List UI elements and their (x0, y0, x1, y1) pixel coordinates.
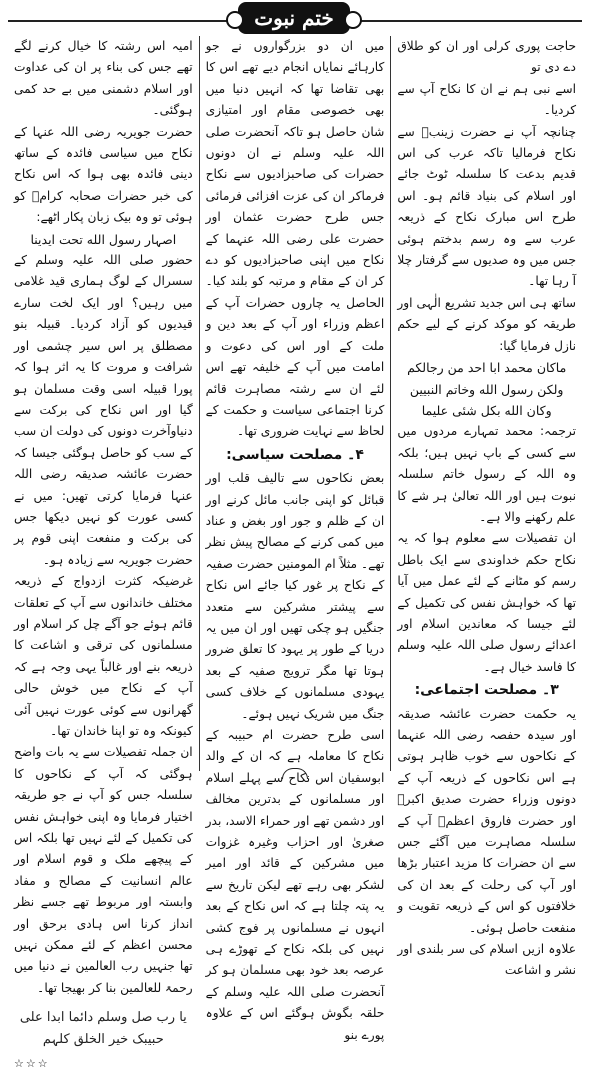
header-title: ختم نبوت (238, 2, 350, 34)
paragraph: غرضیکہ کثرت ازدواج کے ذریعہ مختلف خاندانوں سے آپ کے تعلقات قائم ہوئے جو آگے چل کر اسلام اور مسلمانوں کی ترقی و اشاعت کا ذریعہ بنے اور غالباً یہی وجہ ہے کہ آپ کے نکاح میں خوش حالی گھرانوں سے کوئی عورت نہیں آئی کیونکہ وہ تو اپنا خاندان تھا۔ (13, 574, 193, 738)
quran-verse: ماکان محمد ابا احد من رجالکم ولکن رسول الله وخاتم النبیین وکان الله بکل شئی علیما (407, 360, 567, 418)
paragraph: حاجت پوری کرلی اور ان کو طلاق دے دی تو (397, 39, 576, 75)
section-heading: ۴۔ مصلحت سیاسی: (226, 446, 364, 463)
page-number-tab (282, 768, 308, 779)
column-middle (199, 36, 392, 1042)
section-heading: ۳۔ مصلحت اجتماعی: (414, 682, 559, 699)
paragraph: اسی طرح حضرت ام حبیبہ کے نکاح کا معاملہ ہے کہ ان کے والد ابوسفیان اس نکاح سے پہلے اسلام اور مسلمانوں کے بدترین مخالف اور دشمن تھے اور حمراء الاسد، بدر صغریٰ اور احزاب وغیرہ غزوات میں مشرکین کے قائد اور امیر لشکر بھی رہے تھے لیکن تاریخ سے یہ پتہ چلتا ہے کہ اس نکاح کے بعد انہوں نے مسلمانوں پر فوج کشی نہیں کی بلکہ نکاح کے تھوڑے ہی عرصہ بعد خود بھی مسلمان ہو کر آنحضرت صلی اللہ علیہ وسلم کے حلقہ بگوش ہوگئے اس کے علاوہ پورے بنو (205, 728, 385, 1042)
text-columns (8, 36, 582, 1071)
paragraph: حضور صلی اللہ علیہ وسلم کے سسرال کے لوگ ہماری قید غلامی میں رہیں؟ اور ایک لخت سارے قیدیوں کو آزاد کردیا۔ قبیلہ بنو مصطلق پر اس سیر چشمی اور شرافت و مروت کا یہ اثر ہوا کہ پورا قبیلہ اسی وقت مسلمان ہو گیا اور اس نکاح کی برکت سے دنیاوآخرت دونوں کی دولت ان سب کے سب کو حاصل ہوگئی جیسا کہ حضرت عائشہ صدیقہ رضی اللہ عنہا فرمایا کرتی تھیں: میں نے کسی عورت کو نہیں دیکھا جس کی برکت و منفعت اپنی قوم پر حضرت جویریہ سے زیادہ ہو۔ (13, 253, 193, 567)
arabic-quote: اصہار رسول الله تحت ایدینا (30, 231, 177, 247)
column-left (8, 36, 199, 1071)
ornament-stars: ☆☆☆ (13, 1057, 50, 1071)
durood-verse: یا رب صل وسلم دائما ابدا علی حبیبک خیر الخلق کلہم (19, 1010, 187, 1048)
paragraph: یہ حکمت حضرت عائشہ صدیقہ اور سیدہ حفصہ رضی اللہ عنہما کے نکاحوں سے خوب ظاہر ہوتی ہے اس نکاحوں کے ذریعہ آپ کے دونوں وزراء حضرت صدیق اکبرؓ اور حضرت فاروق اعظمؓ آپ کے سلسلہ مصاہرت میں آگئے جس سے ان حضرات کا مزید اعتبار بڑھا اور آپ کی رحلت کے بعد ان کی خلافتوں کو اس کے ذریعہ تقویت و منفعت حاصل ہوئی۔ (397, 706, 576, 935)
paragraph: ان تفصیلات سے معلوم ہوا کہ یہ نکاح حکم خداوندی سے ایک باطل رسم کو مٹانے کے لئے عمل میں آیا تھا کہ خواہش نفس کی تکمیل کے لئے جیسا کہ معاندین اسلام اور اعدائے رسول صلی اللہ علیہ وسلم کا فاسد خیال ہے۔ (397, 531, 576, 674)
paragraph: امیہ اس رشتہ کا خیال کرنے لگے تھے جس کی بناء پر ان کی عداوت اور اسلام دشمنی میں بے حد کمی ہوگئی۔ (13, 39, 193, 118)
paragraph: میں ان دو بزرگواروں نے جو کارہائے نمایاں انجام دیے تھے اس کا بھی تقاضا تھا کہ انہیں دنیا میں بھی خصوصی مقام اور امتیازی شان حاصل ہو تاکہ آنحضرت صلی اللہ علیہ وسلم نے ان دونوں حضرات کی صاحبزادیوں سے نکاح فرماکر ان کی عزت افزائی فرمائی جس طرح حضرت عثمان اور حضرت علی رضی اللہ عنہما کے نکاح میں اپنی صاحبزادیوں کو دے کر ان کے مقام و مرتبہ کو بلند کیا۔ الحاصل یہ چاروں حضرات آپ کے اعظم وزراء اور آپ کے بعد دین و ملت کے اور اس کی دعوت و امامت میں آپ کے خلیفہ تھے اس لئے ان سے رشتہ مصاہرت قائم کرنا اجتماعی سیاست و حکمت کے لحاظ سے نہایت ضروری تھا۔ (205, 39, 385, 439)
paragraph: اسے نبی ہم نے ان کا نکاح آپ سے کردیا۔ (397, 81, 576, 118)
paragraph: ساتھ ہی اس جدید تشریع الٰہی اور طریقہ کو موکد کرنے کے لیے حکم نازل فرمایا گیا: (397, 295, 576, 353)
paragraph: ان جملہ تفصیلات سے یہ بات واضح ہوگئی کہ آپ کے نکاحوں کا سلسلہ جس کو آپ نے جو طریقہ اختیار فرمایا وہ اپنی خواہش نفس کی تکمیل کے لئے نہیں تھا بلکہ اس کے پیچھے ملک و قوم اسلام اور عالم انسانیت کے مصالح و مفاد وابستہ اور مربوط تھے جسے نظر انداز کرنا اس ہادی برحق اور محسن اعظم کے لئے ممکن نہیں تھا جنہیں رب العالمین نے دنیا میں رحمۃ للعالمین بنا کر بھیجا تھا۔ (13, 745, 193, 995)
paragraph: علاوہ ازیں اسلام کی سر بلندی اور نشر و اشاعت (397, 942, 576, 978)
paragraph: حضرت جویریہ رضی اللہ عنہا کے نکاح میں سیاسی فائدہ کے ساتھ دینی فائدہ بھی ہوا کہ اس نکاح کی خبر حضرات صحابہ کرامؓ کو ہوئی تو وہ بیک زبان پکار اٹھے: (13, 124, 193, 225)
paragraph: ترجمہ: محمد تمہارے مردوں میں سے کسی کے باپ نہیں ہیں؛ بلکہ وہ اللہ کے رسول خاتم سلسلہ نبوت ہیں اور اللہ تعالیٰ ہر شے کا علم رکھنے والا ہے۔ (397, 424, 576, 524)
column-right (391, 36, 582, 978)
paragraph: بعض نکاحوں سے تالیف قلب اور قبائل کو اپنی جانب مائل کرنے اور ان کے ظلم و جور اور بغض و عناد میں کمی کرنے کے مصالح پیش نظر تھے۔ مثلاً ام المومنین حضرت صفیہ کے نکاح پر غور کیا جائے اس نکاح سے پیشتر مشرکین سے متعدد جنگیں ہو چکی تھیں اور ان میں یہ دریا کے طور پر یہود کا تعلق ضرور ہوتا تھا مگر ترویج صفیہ کے بعد یہودی مسلمانوں کے خلاف کسی جنگ میں شریک نہیں ہوئے۔ (205, 471, 385, 721)
paragraph: چنانچہ آپ نے حضرت زینبؓ سے نکاح فرمالیا تاکہ عرب کی اس قدیم بدعت کا سلسلہ ٹوٹ جائے اور اسلام کی بنیاد قائم ہو۔ اس طرح اس مبارک نکاح کے ذریعہ عرب سے وہ رسم بدختم ہوئی جس میں وہ صدیوں سے گرفتار چلا آ رہا تھا۔ (397, 124, 576, 289)
